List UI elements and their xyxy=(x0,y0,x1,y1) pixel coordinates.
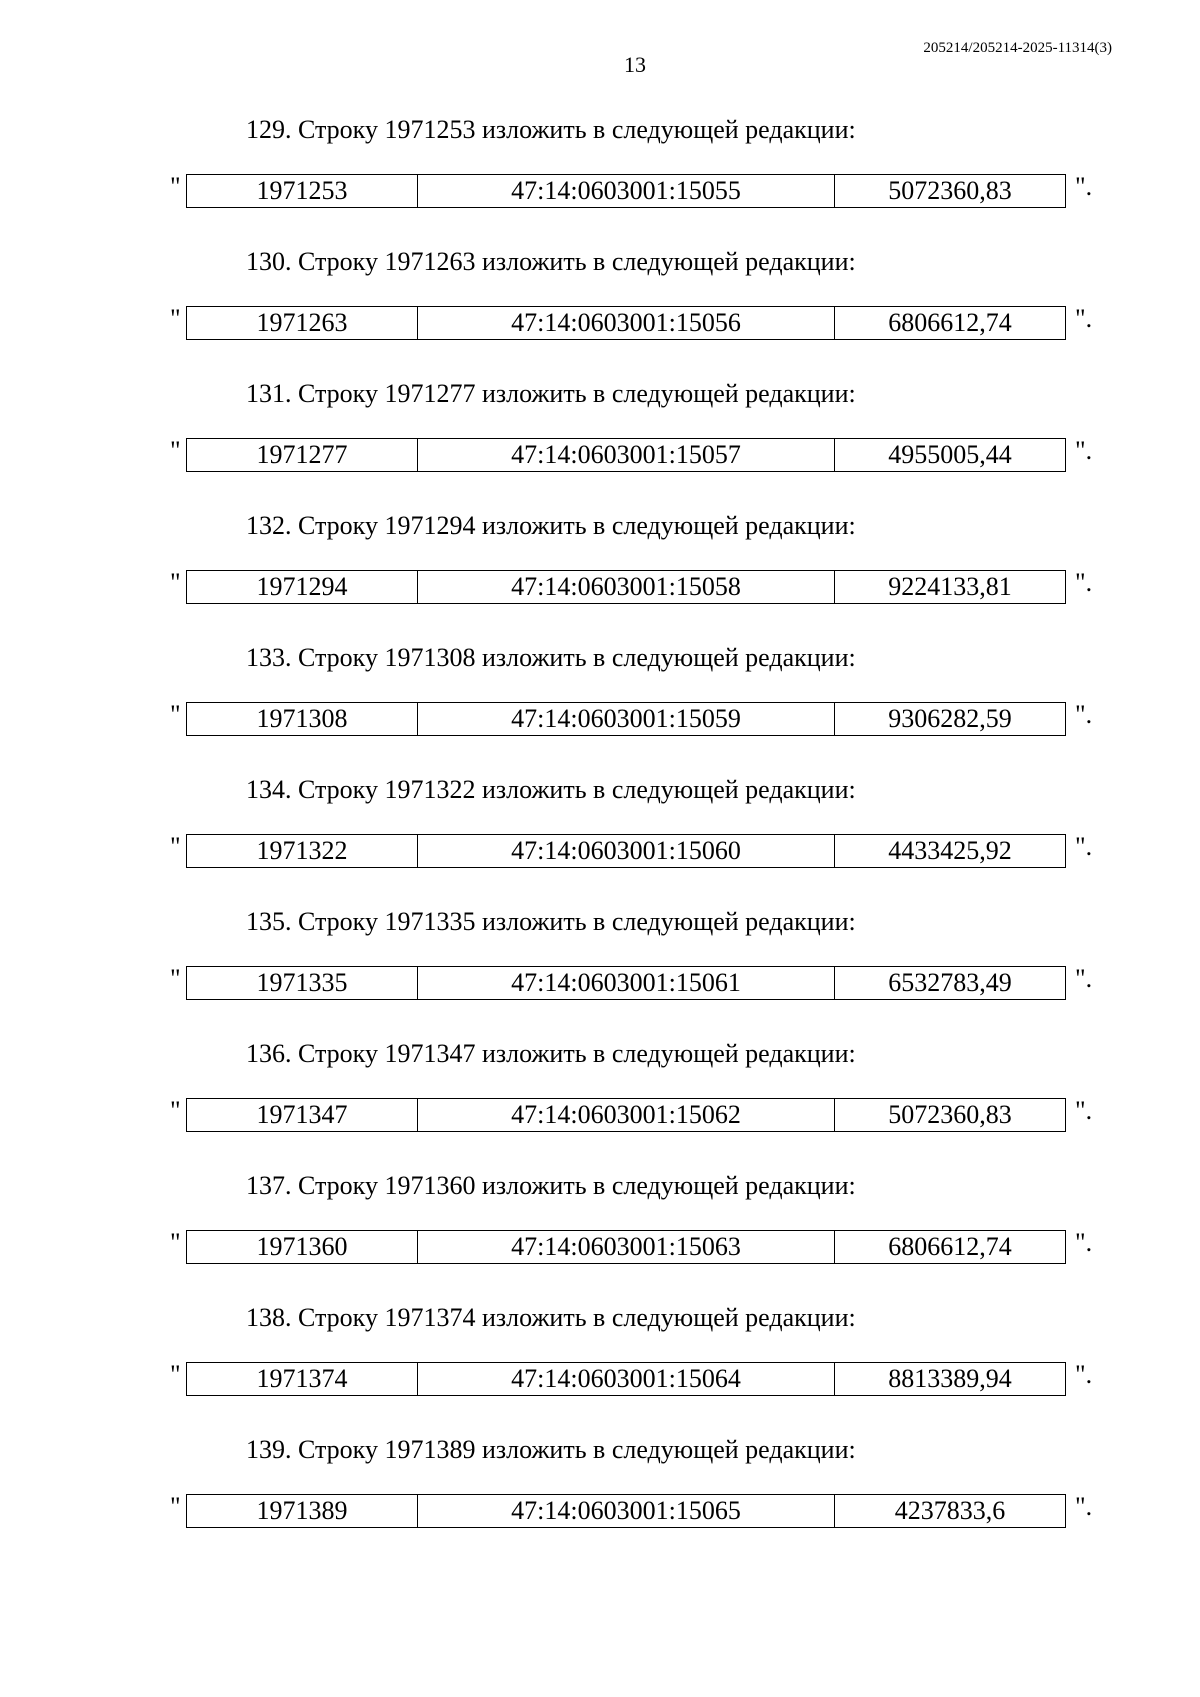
value-cell: 6806612,74 xyxy=(888,1232,1012,1261)
amendment-text: 136. Строку 1971347 изложить в следующей редакции: xyxy=(246,1039,856,1068)
table-row xyxy=(0,174,1200,208)
opening-quote: " xyxy=(170,1096,181,1125)
table-row xyxy=(0,438,1200,472)
row-table xyxy=(186,570,1066,604)
amendment-item xyxy=(0,905,1200,1037)
value-cell: 6532783,49 xyxy=(888,968,1012,997)
row-table xyxy=(186,834,1066,868)
amendment-item xyxy=(0,1301,1200,1433)
amendment-text: 137. Строку 1971360 изложить в следующей редакции: xyxy=(246,1171,856,1200)
row-table xyxy=(186,966,1066,1000)
cadastral-number-cell: 47:14:0603001:15064 xyxy=(418,1363,835,1395)
amendment-item xyxy=(0,113,1200,245)
closing-quote: ". xyxy=(1075,964,1093,993)
cadastral-number-cell: 47:14:0603001:15062 xyxy=(418,1099,835,1131)
row-number-cell: 1971322 xyxy=(187,835,418,867)
row-number-cell: 1971294 xyxy=(187,571,418,603)
amendment-item xyxy=(0,509,1200,641)
row-number-cell: 1971263 xyxy=(187,307,418,339)
table-row xyxy=(0,570,1200,604)
cadastral-number-cell: 47:14:0603001:15063 xyxy=(418,1231,835,1263)
amendment-item xyxy=(0,377,1200,509)
amendment-item xyxy=(0,245,1200,377)
cadastral-number-cell: 47:14:0603001:15061 xyxy=(418,967,835,999)
closing-quote: ". xyxy=(1075,1096,1093,1125)
amendment-item xyxy=(0,641,1200,773)
opening-quote: " xyxy=(170,964,181,993)
table-row xyxy=(0,702,1200,736)
value-cell: 4955005,44 xyxy=(888,440,1012,469)
amendment-text: 130. Строку 1971263 изложить в следующей редакции: xyxy=(246,247,856,276)
row-table xyxy=(186,1494,1066,1528)
opening-quote: " xyxy=(170,568,181,597)
amendment-text: 135. Строку 1971335 изложить в следующей редакции: xyxy=(246,907,856,936)
value-cell: 8813389,94 xyxy=(888,1364,1012,1393)
page-number: 13 xyxy=(624,52,646,77)
closing-quote: ". xyxy=(1075,1360,1093,1389)
row-table xyxy=(186,306,1066,340)
closing-quote: ". xyxy=(1075,568,1093,597)
table-row xyxy=(0,966,1200,1000)
value-cell: 9224133,81 xyxy=(888,572,1012,601)
opening-quote: " xyxy=(170,304,181,333)
amendment-text: 133. Строку 1971308 изложить в следующей редакции: xyxy=(246,643,856,672)
row-number-cell: 1971277 xyxy=(187,439,418,471)
value-cell: 9306282,59 xyxy=(888,704,1012,733)
table-row xyxy=(0,1098,1200,1132)
cadastral-number-cell: 47:14:0603001:15065 xyxy=(418,1495,835,1527)
opening-quote: " xyxy=(170,1492,181,1521)
document-id: 205214/205214-2025-11314(3) xyxy=(923,40,1112,56)
row-number-cell: 1971374 xyxy=(187,1363,418,1395)
table-row xyxy=(0,306,1200,340)
opening-quote: " xyxy=(170,172,181,201)
table-row xyxy=(0,834,1200,868)
row-number-cell: 1971347 xyxy=(187,1099,418,1131)
cadastral-number-cell: 47:14:0603001:15060 xyxy=(418,835,835,867)
row-table xyxy=(186,1362,1066,1396)
value-cell: 5072360,83 xyxy=(888,1100,1012,1129)
closing-quote: ". xyxy=(1075,832,1093,861)
amendment-item xyxy=(0,1169,1200,1301)
value-cell: 5072360,83 xyxy=(888,176,1012,205)
row-table xyxy=(186,1098,1066,1132)
amendment-text: 129. Строку 1971253 изложить в следующей редакции: xyxy=(246,115,856,144)
cadastral-number-cell: 47:14:0603001:15056 xyxy=(418,307,835,339)
row-number-cell: 1971335 xyxy=(187,967,418,999)
value-cell: 4433425,92 xyxy=(888,836,1012,865)
row-table xyxy=(186,438,1066,472)
row-number-cell: 1971389 xyxy=(187,1495,418,1527)
amendment-item xyxy=(0,1037,1200,1169)
opening-quote: " xyxy=(170,1360,181,1389)
row-table xyxy=(186,174,1066,208)
amendment-text: 132. Строку 1971294 изложить в следующей редакции: xyxy=(246,511,856,540)
table-row xyxy=(0,1230,1200,1264)
closing-quote: ". xyxy=(1075,436,1093,465)
amendment-text: 139. Строку 1971389 изложить в следующей редакции: xyxy=(246,1435,856,1464)
opening-quote: " xyxy=(170,1228,181,1257)
opening-quote: " xyxy=(170,436,181,465)
cadastral-number-cell: 47:14:0603001:15059 xyxy=(418,703,835,735)
row-table xyxy=(186,1230,1066,1264)
row-table xyxy=(186,702,1066,736)
value-cell: 4237833,6 xyxy=(894,1496,1006,1525)
row-number-cell: 1971308 xyxy=(187,703,418,735)
value-cell: 6806612,74 xyxy=(888,308,1012,337)
row-number-cell: 1971253 xyxy=(187,175,418,207)
amendment-text: 134. Строку 1971322 изложить в следующей редакции: xyxy=(246,775,856,804)
cadastral-number-cell: 47:14:0603001:15058 xyxy=(418,571,835,603)
cadastral-number-cell: 47:14:0603001:15057 xyxy=(418,439,835,471)
closing-quote: ". xyxy=(1075,304,1093,333)
closing-quote: ". xyxy=(1075,1228,1093,1257)
opening-quote: " xyxy=(170,700,181,729)
amendment-list xyxy=(0,113,1200,1565)
amendment-item xyxy=(0,1433,1200,1565)
amendment-text: 131. Строку 1971277 изложить в следующей редакции: xyxy=(246,379,856,408)
cadastral-number-cell: 47:14:0603001:15055 xyxy=(418,175,835,207)
table-row xyxy=(0,1494,1200,1528)
table-row xyxy=(0,1362,1200,1396)
amendment-item xyxy=(0,773,1200,905)
row-number-cell: 1971360 xyxy=(187,1231,418,1263)
closing-quote: ". xyxy=(1075,700,1093,729)
closing-quote: ". xyxy=(1075,1492,1093,1521)
opening-quote: " xyxy=(170,832,181,861)
closing-quote: ". xyxy=(1075,172,1093,201)
amendment-text: 138. Строку 1971374 изложить в следующей редакции: xyxy=(246,1303,856,1332)
